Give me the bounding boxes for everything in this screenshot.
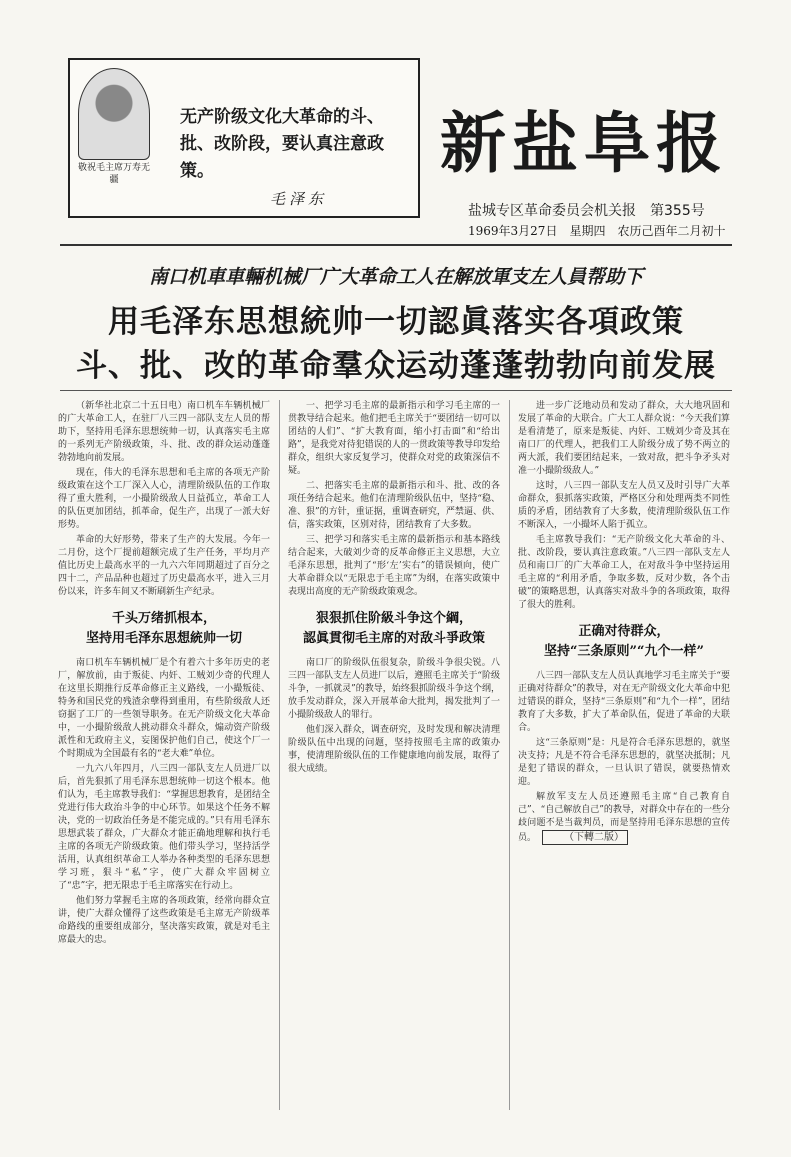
article-column-3 — [518, 400, 730, 847]
article-column-2 — [288, 400, 500, 778]
divider — [60, 390, 732, 391]
section-subheading — [518, 622, 730, 662]
paragraph: 现在，伟大的毛泽东思想和毛主席的各项无产阶级政策在这个工厂深入人心，清理阶级队伍的工作取得了重大胜利，一小撮阶级敌人日益孤立，革命工人的队伍更加团结，抓革命，促生产，出现了一派大好形势。 — [58, 468, 270, 530]
paragraph: 三、把学习和落实毛主席的最新指示和基本路线结合起来，大破刘少奇的反革命修正主义思想，大立毛泽东思想，批判了“形‘左’实右”的错误倾向，使广大革命群众以“无限忠于毛主席”为纲，在落实政策中表现出高度的无产阶级政策观念。 — [288, 535, 500, 597]
paragraph: 革命的大好形势，带来了生产的大发展。今年一二月份，这个厂提前超额完成了生产任务，平均月产值比历史上最高水平的一九六六年同期超过了百分之四十二，产品品种也超过了历史最高水平，进入三月份以来，许多车间又不断刷新生产纪录。 — [58, 535, 270, 597]
main-headline: 用毛泽东思想統帅一切認眞落实各項政策 — [108, 304, 684, 340]
subheading-line: 狠狠抓住阶級斗争这个綱， — [315, 611, 472, 626]
paragraph: 南口机车车辆机械厂是个有着六十多年历史的老厂，解放前，由于叛徒、内奸、工贼刘少奇的代理人在这里长期推行反革命修正主义路线，一小撮叛徒、特务和国民党的残渣余孽得到重用，有些阶级敌人还窃据了工厂的一些领导职务。在无产阶级文化大革命中，一小撮阶级敌人挑动群众斗群众，煽动资产阶级派性和无政府主义，妄图保护他们自己，使这个厂一个时期成为全国最有名的“老大难”单位。 — [58, 658, 270, 759]
quote-text: 无产阶级文化大革命的斗、批、改阶段，要认真注意政策。 — [180, 107, 384, 181]
kicker-headline: 南口机車車輛机械厂广大革命工人在解放軍支左人員帮助下 — [148, 266, 643, 288]
portrait-image — [78, 68, 150, 160]
paragraph: 这“三条原则”是：凡是符合毛泽东思想的，就坚决支持；凡是不符合毛泽东思想的，就坚决抵制；凡是犯了错误的群众，一旦认识了错误，就要热情欢迎。 — [518, 738, 730, 787]
section-subheading — [288, 609, 500, 649]
subheading-line: 坚持用毛泽东思想統帅一切 — [85, 631, 242, 646]
paragraph: 他们深入群众，调查研究，及时发现和解决清理阶级队伍中出现的问题，坚持按照毛主席的政策办事，使清理阶级队伍的工作健康地向前发展，取得了很大成绩。 — [288, 725, 500, 774]
paragraph: 一九六八年四月，八三四一部队支左人员进厂以后，首先狠抓了用毛泽东思想统帅一切这个根本。他们认为，毛主席教导我们：“掌握思想教育，是团结全党进行伟大政治斗争的中心环节。如果这个任务不解决，党的一切政治任务是不能完成的。”只有用毛泽东思想武装了群众，广大群众才能正确地理解和执行毛主席的各项无产阶级政策。他们带头学习，坚持活学活用，认真组织革命工人举办各种类型的毛泽东思想学习班，狠斗“私”字，使广大群众牢固树立了“忠”字，把无限忠于毛主席落实在行动上。 — [58, 764, 270, 891]
paragraph: 他们努力掌握毛主席的各项政策，经常向群众宣讲，使广大群众懂得了这些政策是毛主席无产阶级革命路线的重要组成部分，坚决落实政策，就是对毛主席最大的忠。 — [58, 896, 270, 945]
paragraph: 南口厂的阶级队伍很复杂，阶级斗争很尖锐。八三四一部队支左人员进厂以后，遵照毛主席关于“阶级斗争，一抓就灵”的教导，始终狠抓阶级斗争这个纲，放手发动群众，深入开展革命大批判，揭发批判了一小撮阶级敌人的罪行。 — [288, 658, 500, 720]
issue-date: 1969年3月27日 星期四 农历己酉年二月初十 — [468, 224, 726, 238]
column-divider — [509, 400, 510, 1110]
paragraph: （新华社北京二十五日电）南口机车车辆机械厂的广大革命工人，在驻厂八三四一部队支左人员的帮助下，坚持用毛泽东思想统帅一切，认真落实毛主席的一系列无产阶级政策，斗、批、改的群众运动蓬蓬勃勃地向前发展。 — [58, 401, 270, 463]
column-divider — [279, 400, 280, 1110]
main-headline-secondary: 斗、批、改的革命羣众运动蓬蓬勃勃向前发展 — [76, 348, 716, 384]
continued-marker: （下轉二版） — [542, 830, 628, 845]
paragraph: 二、把落实毛主席的最新指示和斗、批、改的各项任务结合起来。他们在清理阶级队伍中，坚持“稳、准、狠”的方针，重证据，重调查研究，严禁逼、供、信，落实政策，区别对待，团结教育了大多数。 — [288, 481, 500, 530]
paragraph-text: 解放军支左人员还遵照毛主席“自己教育自己”、“自己解放自己”的教导，对群众中存在的一些分歧问题不是当裁判员，而是坚持用毛泽东思想的宣传员。 — [518, 792, 730, 843]
paragraph: 一、把学习毛主席的最新指示和学习毛主席的一贯教导结合起来。他们把毛主席关于“要团结一切可以团结的人们”、“扩大教育面，缩小打击面”和“给出路”，是我党对待犯错误的人的一贯政策等教导印发给群众，组织大家反复学习，使群众对党的政策深信不疑。 — [288, 401, 500, 476]
divider — [60, 244, 732, 246]
article-column-1 — [58, 400, 270, 949]
paragraph: 这时，八三四一部队支左人员又及时引导广大革命群众，狠抓落实政策，严格区分和处理两类不同性质的矛盾，团结教育了大多数，使清理阶级队伍工作不断深入，一小撮坏人陷于孤立。 — [518, 481, 730, 530]
subheading-line: 正确对待群众， — [578, 624, 670, 639]
paragraph: 八三四一部队支左人员认真地学习毛主席关于“要正确对待群众”的教导，对在无产阶级文化大革命中犯过错误的群众，坚持“三条原则”和“九个一样”，团结教育了大多数，扩大了革命队伍，促进了革命的大联合。 — [518, 671, 730, 733]
quote-box — [68, 58, 420, 218]
newspaper-subtitle: 盐城专区革命委员会机关报 第355号 — [468, 203, 705, 219]
paragraph — [518, 791, 730, 845]
paragraph: 进一步广泛地动员和发动了群众，大大地巩固和发展了革命的大联合。广大工人群众说：“今天我们算是看清楚了，原来是叛徒、内奸、工贼刘少奇及其在南口厂的代理人，把我们工人阶级分成了势不两立的两大派，我们要团结起来，一致对敌，把斗争矛头对准一小撮阶级敌人。” — [518, 401, 730, 476]
subheading-line: 千头万绪抓根本， — [111, 611, 216, 626]
section-subheading — [58, 609, 270, 649]
paragraph: 毛主席教导我们：“无产阶级文化大革命的斗、批、改阶段，要认真注意政策。”八三四一部队支左人员和南口厂的广大革命工人，在对敌斗争中坚持运用毛主席的“利用矛盾，争取多数，反对少数，各个击破”的策略思想，认真落实对敌斗争的各项政策，取得了很大的胜利。 — [518, 535, 730, 610]
newspaper-title: 新盐阜报 — [440, 105, 728, 182]
subheading-line: 坚持“三条原则”“九个一样” — [544, 644, 704, 659]
quote-signature: 毛泽东 — [270, 190, 328, 208]
subheading-line: 認眞貫彻毛主席的对敌斗爭政策 — [302, 631, 485, 646]
portrait-caption: 敬祝毛主席万寿无疆 — [77, 163, 150, 185]
